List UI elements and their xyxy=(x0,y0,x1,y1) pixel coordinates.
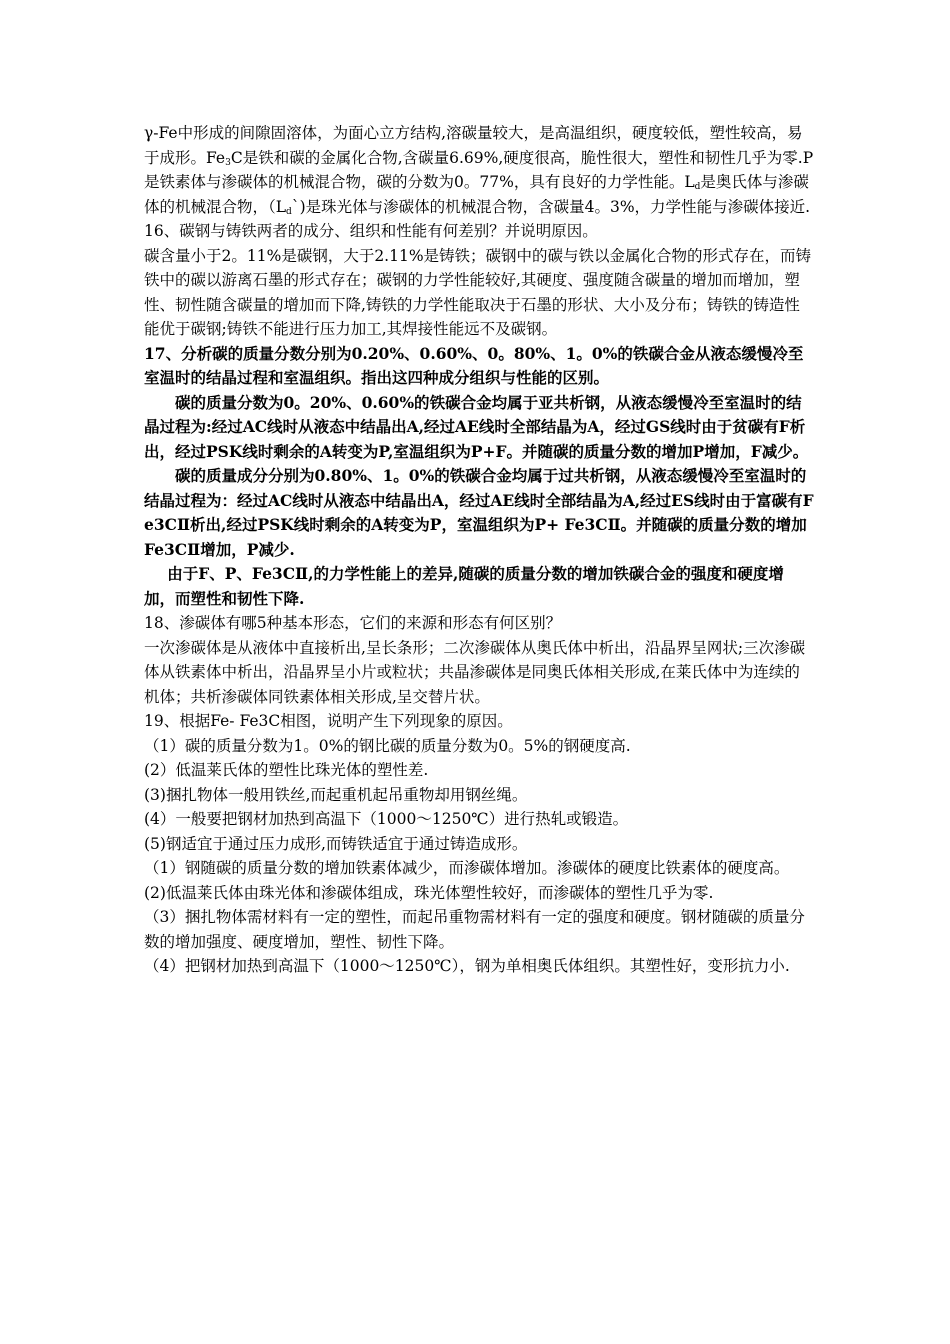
question-19-item-1: （1）碳的质量分数为1。0%的钢比碳的质量分数为0。5%的钢硬度高. xyxy=(144,736,631,755)
intro-text-1: γ-Fe中形成的间隙固溶体，为面心立方结构,溶碳量较大，是高温组织，硬度较低，塑性较高，易于成形。Fe xyxy=(144,124,803,167)
answer-19-item-3: （3）捆扎物体需材料有一定的塑性，而起吊重物需材料有一定的强度和硬度。钢材随碳的质量分数的增加强度、硬度增加，塑性、韧性下降。 xyxy=(144,908,805,951)
answer-19-item-2: (2)低温莱氏体由珠光体和渗碳体组成，珠光体塑性较好，而渗碳体的塑性几乎为零. xyxy=(144,883,714,902)
question-19-item-3: (3)捆扎物体一般用铁丝,而起重机起吊重物却用钢丝绳。 xyxy=(144,785,528,804)
question-19-item-2: (2）低温莱氏体的塑性比珠光体的塑性差. xyxy=(144,761,429,779)
answer-19-item-1: （1）钢随碳的质量分数的增加铁素体减少，而渗碳体增加。渗碳体的硬度比铁素体的硬度高。 xyxy=(144,859,790,877)
question-16: 16、碳钢与铸铁两者的成分、组织和性能有何差别？并说明原因。 xyxy=(144,222,598,240)
document-body xyxy=(144,121,814,979)
intro-text-3: 是奥氏体与渗碳体的机械混合物，（L xyxy=(144,173,809,216)
intro-text-2: C是铁和碳的金属化合物,含碳量6.69%,硬度很高，脆性很大，塑性和韧性几乎为零.P是铁素体与渗碳体的机械混合物，碳的分数为0。77%，具有良好的力学性能。L xyxy=(144,148,814,191)
answer-16: 碳含量小于2。11%是碳钢，大于2.11%是铸铁；碳钢中的碳与铁以金属化合物的形式存在，而铸铁中的碳以游离石墨的形式存在；碳钢的力学性能较好,其硬度、强度随含碳量的增加而增加，塑性、韧性随含碳量的增加而下降,铸铁的力学性能取决于石墨的形状、大小及分布；铸铁的铸造性能优于碳钢;铸铁不能进行压力加工,其焊接性能远不及碳钢。 xyxy=(144,246,812,338)
question-19-item-4: (4）一般要把钢材加热到高温下（1000～1250℃）进行热轧或锻造。 xyxy=(144,810,629,828)
answer-18: 一次渗碳体是从液体中直接析出,呈长条形；二次渗碳体从奥氏体中析出，沿晶界呈网状;三次渗碳体从铁素体中析出，沿晶界呈小片或粒状；共晶渗碳体是同奥氏体相关形成,在莱氏体中为连续的机体；共析渗碳体同铁素体相关形成,呈交替片状。 xyxy=(144,638,806,706)
question-18: 18、渗碳体有哪5种基本形态，它们的来源和形态有何区别？ xyxy=(144,614,562,632)
question-19-item-5: (5)钢适宜于通过压力成形,而铸铁适宜于通过铸造成形。 xyxy=(144,834,528,853)
question-17: 17、分析碳的质量分数分别为0.20%、0.60%、0。80%、1。0%的铁碳合金从液态缓慢冷至室温时的结晶过程和室温组织。指出这四种成分组织与性能的区别。 xyxy=(144,343,804,387)
intro-text-4: `)是珠光体与渗碳体的机械混合物，含碳量4。3%，力学性能与渗碳体接近. xyxy=(291,197,810,216)
answer-17-paragraph-2: 碳的质量成分分别为0.80%、1。0%的铁碳合金均属于过共析钢，从液态缓慢冷至室温时的结晶过程为：经过AC线时从液态中结晶出A，经过AE线时全部结晶为A,经过ES线时由于富碳有Fe3CⅡ析出,经过PSK线时剩余的A转变为P，室温组织为P+ Fe3CⅡ。并随碳的质量分数的增加Fe3CⅡ增加，P减少. xyxy=(144,466,814,559)
answer-17-paragraph-3: 由于F、P、Fe3CⅡ,的力学性能上的差异,随碳的质量分数的增加铁碳合金的强度和硬度增加，而塑性和韧性下降. xyxy=(144,564,784,608)
intro-paragraph xyxy=(144,121,814,219)
intro-subscript-3: d xyxy=(286,206,292,217)
answer-19-item-4: （4）把钢材加热到高温下（1000～1250℃），钢为单相奥氏体组织。其塑性好，变形抗力小. xyxy=(144,957,790,975)
intro-subscript-1: 3 xyxy=(225,157,231,168)
question-19: 19、根据Fe- Fe3C相图，说明产生下列现象的原因。 xyxy=(144,712,513,730)
intro-subscript-2: d xyxy=(694,182,701,192)
answer-17-paragraph-1: 碳的质量分数为0。20%、0.60%的铁碳合金均属于亚共析钢，从液态缓慢冷至室温时的结晶过程为:经过AC线时从液态中结晶出A,经过AE线时全部结晶为A，经过GS线时由于贫碳有F析出，经过PSK线时剩余的A转变为P,室温组织为P+F。并随碳的质量分数的增加P增加，F减少。 xyxy=(144,392,809,461)
